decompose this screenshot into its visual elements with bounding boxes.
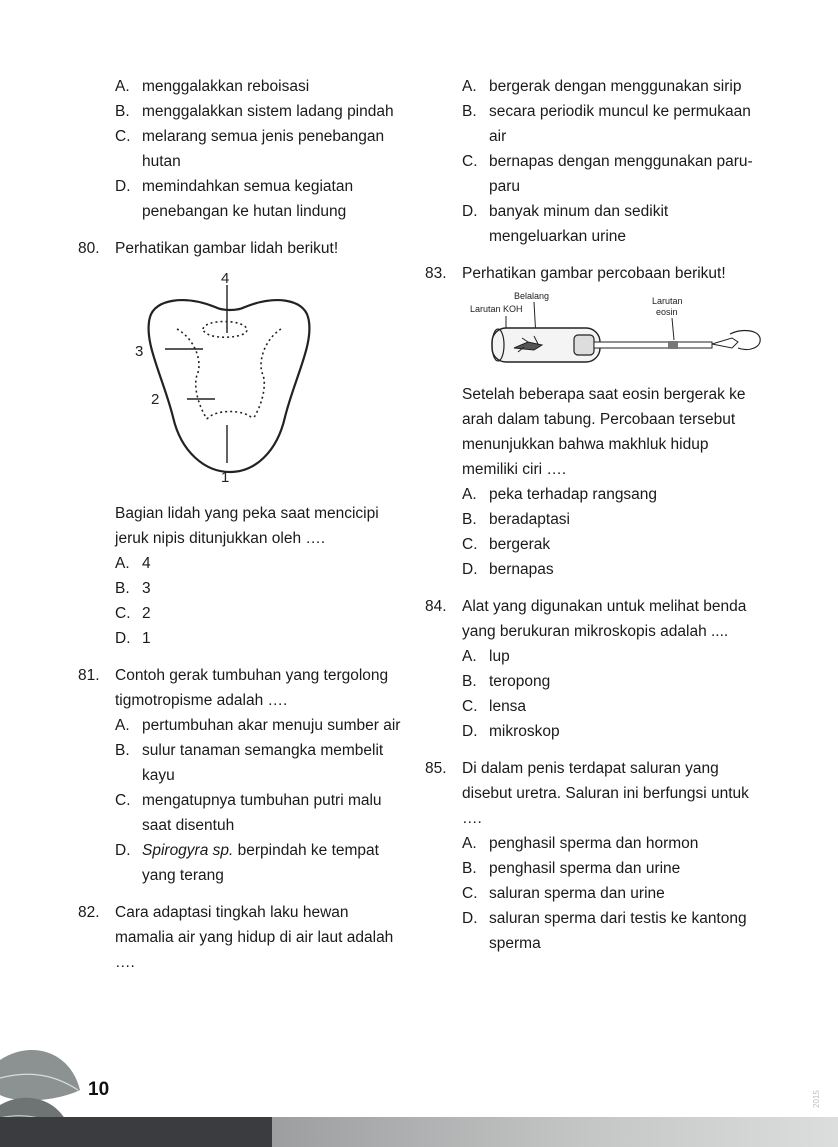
option-text: berpindah ke tempat yang terang	[142, 842, 379, 884]
question-83-stem	[425, 382, 753, 482]
option-letter: A.	[115, 78, 130, 95]
option-letter: D.	[115, 630, 131, 647]
option-text: secara periodik muncul ke permukaan air	[489, 103, 751, 145]
q80-option-d[interactable]	[115, 626, 408, 651]
q84-option-b[interactable]	[462, 669, 753, 694]
q79-options	[78, 74, 408, 224]
option-text: memindahkan semua kegiatan penebangan ke hutan lindung	[142, 178, 354, 220]
option-letter: B.	[115, 580, 130, 597]
option-text: teropong	[489, 673, 551, 690]
question-text: Cara adaptasi tingkah laku hewan mamalia air yang hidup di air laut adalah ….	[115, 904, 394, 971]
option-text: 4	[142, 555, 151, 572]
question-text: Perhatikan gambar percobaan berikut!	[462, 265, 726, 282]
option-letter: B.	[462, 103, 477, 120]
q81-option-d[interactable]	[115, 838, 408, 888]
page-number: 10	[88, 1079, 110, 1100]
tongue-outline	[149, 300, 310, 472]
side-code: 2015	[812, 1090, 821, 1108]
label-2: 2	[151, 391, 160, 408]
q79-option-d[interactable]	[115, 174, 408, 224]
option-letter: C.	[462, 885, 478, 902]
experiment-figure-wrap	[425, 286, 753, 382]
option-text: 3	[142, 580, 151, 597]
question-number: 80.	[78, 240, 100, 257]
tongue-right-region	[253, 329, 281, 419]
option-text: bergerak dengan menggunakan sirip	[489, 78, 742, 95]
question-number: 81.	[78, 667, 100, 684]
option-letter: C.	[462, 536, 478, 553]
option-text: penghasil sperma dan urine	[489, 860, 681, 877]
option-text: peka terhadap rangsang	[489, 486, 658, 503]
pointer-eosin	[672, 318, 674, 340]
left-column	[78, 74, 408, 975]
option-text: beradaptasi	[489, 511, 571, 528]
option-letter: D.	[462, 910, 478, 927]
q82-option-d[interactable]	[462, 199, 753, 249]
option-letter: C.	[115, 605, 131, 622]
q79-option-a[interactable]	[115, 74, 408, 99]
question-text: Alat yang digunakan untuk melihat benda yang berukuran mikroskopis adalah ....	[462, 598, 747, 640]
question-number: 84.	[425, 598, 447, 615]
option-text: saluran sperma dari testis ke kantong sperma	[489, 910, 747, 952]
tongue-left-region	[177, 329, 207, 419]
question-84	[425, 594, 753, 644]
q83-options	[425, 482, 753, 582]
q85-option-d[interactable]	[462, 906, 753, 956]
label-eosin-1: Larutan	[652, 296, 683, 306]
option-text: mikroskop	[489, 723, 560, 740]
label-eosin-2: eosin	[656, 307, 678, 317]
option-text: melarang semua jenis penebangan hutan	[142, 128, 385, 170]
q79-option-b[interactable]	[115, 99, 408, 124]
question-82	[78, 900, 408, 975]
question-number: 85.	[425, 760, 447, 777]
label-1: 1	[221, 469, 230, 486]
q81-option-a[interactable]	[115, 713, 408, 738]
q83-option-a[interactable]	[462, 482, 753, 507]
option-text: bergerak	[489, 536, 551, 553]
right-column	[425, 74, 753, 956]
q82-option-b[interactable]	[462, 99, 753, 149]
option-letter: C.	[462, 698, 478, 715]
option-letter: C.	[115, 128, 131, 145]
option-letter: A.	[462, 78, 477, 95]
option-letter: A.	[462, 648, 477, 665]
option-text: sulur tanaman semangka membelit kayu	[142, 742, 384, 784]
q80-option-a[interactable]	[115, 551, 408, 576]
option-letter: A.	[462, 835, 477, 852]
option-letter: B.	[462, 511, 477, 528]
q82-option-a[interactable]	[462, 74, 753, 99]
question-text: Di dalam penis terdapat saluran yang disebut uretra. Saluran ini berfungsi untuk ….	[462, 760, 749, 827]
footer-bar-gradient	[272, 1117, 838, 1147]
q80-option-b[interactable]	[115, 576, 408, 601]
label-koh: Larutan KOH	[470, 304, 523, 314]
option-letter: A.	[462, 486, 477, 503]
q81-option-c[interactable]	[115, 788, 408, 838]
option-letter: D.	[115, 178, 131, 195]
option-text: penghasil sperma dan hormon	[489, 835, 699, 852]
option-letter: A.	[115, 717, 130, 734]
option-letter: D.	[462, 203, 478, 220]
option-letter: B.	[115, 103, 130, 120]
option-letter: D.	[115, 842, 131, 859]
option-text: saluran sperma dan urine	[489, 885, 665, 902]
tongue-tip-region	[203, 322, 247, 338]
option-text: 1	[142, 630, 151, 647]
q84-options	[425, 644, 753, 744]
option-letter: B.	[462, 673, 477, 690]
dropper-icon	[712, 338, 738, 348]
option-text: pertumbuhan akar menuju sumber air	[142, 717, 401, 734]
q83-option-c[interactable]	[462, 532, 753, 557]
q83-option-d[interactable]	[462, 557, 753, 582]
question-81	[78, 663, 408, 713]
q80-option-c[interactable]	[115, 601, 408, 626]
question-number: 82.	[78, 904, 100, 921]
eosin-drop	[668, 341, 678, 349]
question-83	[425, 261, 753, 286]
option-letter: D.	[462, 723, 478, 740]
option-text: banyak minum dan sedikit mengeluarkan urine	[489, 203, 669, 245]
q84-option-c[interactable]	[462, 694, 753, 719]
option-text: lup	[489, 648, 510, 665]
species-name: Spirogyra sp.	[142, 842, 234, 859]
option-letter: B.	[462, 860, 477, 877]
option-letter: B.	[115, 742, 130, 759]
option-letter: A.	[115, 555, 130, 572]
option-letter: D.	[462, 561, 478, 578]
option-text: lensa	[489, 698, 527, 715]
capillary-tube	[594, 342, 712, 348]
q79-option-c[interactable]	[115, 124, 408, 174]
option-text: bernapas	[489, 561, 554, 578]
q85-options	[425, 831, 753, 956]
question-text: Perhatikan gambar lidah berikut!	[115, 240, 339, 257]
question-text: Bagian lidah yang peka saat mencicipi jeruk nipis ditunjukkan oleh ….	[115, 505, 379, 547]
tongue-figure	[115, 267, 345, 489]
footer-bar-dark	[0, 1117, 272, 1147]
experiment-figure	[462, 290, 762, 368]
label-belalang: Belalang	[514, 291, 550, 301]
option-text: bernapas dengan menggunakan paru-paru	[489, 153, 753, 195]
tongue-back-region	[207, 412, 253, 420]
label-4: 4	[221, 270, 230, 287]
question-text: Setelah beberapa saat eosin bergerak ke arah dalam tabung. Percobaan tersebut menunjukkan bahwa makhluk hidup memiliki ciri ….	[462, 386, 746, 478]
option-text: menggalakkan reboisasi	[142, 78, 310, 95]
option-text: 2	[142, 605, 151, 622]
option-text: mengatupnya tumbuhan putri malu saat disentuh	[142, 792, 382, 834]
q85-option-a[interactable]	[462, 831, 753, 856]
q82-options	[425, 74, 753, 249]
tube-stopper	[574, 335, 594, 355]
q81-option-b[interactable]	[115, 738, 408, 788]
q85-option-c[interactable]	[462, 881, 753, 906]
q85-option-b[interactable]	[462, 856, 753, 881]
question-number: 83.	[425, 265, 447, 282]
q81-options	[78, 713, 408, 888]
question-85	[425, 756, 753, 831]
question-text: Contoh gerak tumbuhan yang tergolong tigmotropisme adalah ….	[115, 667, 389, 709]
option-letter: C.	[462, 153, 478, 170]
label-3: 3	[135, 343, 144, 360]
option-text: menggalakkan sistem ladang pindah	[142, 103, 394, 120]
q83-option-b[interactable]	[462, 507, 753, 532]
q84-option-a[interactable]	[462, 644, 753, 669]
question-80-stem	[78, 501, 408, 551]
q80-options	[78, 551, 408, 651]
question-80	[78, 236, 408, 261]
q82-option-c[interactable]	[462, 149, 753, 199]
q84-option-d[interactable]	[462, 719, 753, 744]
option-letter: C.	[115, 792, 131, 809]
